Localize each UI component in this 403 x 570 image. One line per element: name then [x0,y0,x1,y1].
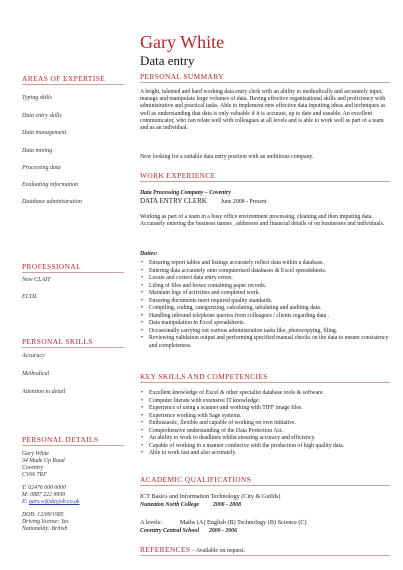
divider [140,382,390,383]
college-dates: 2006 - 2008 [212,502,241,508]
heading-professional: PROFESSIONAL [22,262,82,271]
professional-item: New CLAIT [22,277,51,283]
email-label: E: [22,499,28,505]
expertise-item: Data mining [22,148,53,154]
list-item: • Ensuring report tables and listings accurately reflect data within a database. [140,260,395,268]
contact-mobile: M: 0887 222 9999 [22,492,65,498]
qualification-college [140,503,241,509]
skill-item: Methodical [22,371,50,377]
list-item: • Locate and correct data entry errors. [140,275,395,283]
contact-dob: DOB: 12/09/1985 [22,512,64,518]
divider [140,555,390,556]
contact-city: Coventry [22,465,44,471]
contact-block [22,451,80,533]
company-name: Data Processing Company – Coventry [140,190,231,196]
list-item: • Computer literate with extensive IT knowledge. [140,398,395,406]
contact-nationality: Nationality: British [22,526,68,532]
list-item: • Excellent knowledge of Excel & other specialist database tools & software. [140,390,395,398]
list-item: • Enthusiastic, flexible and capable of working on own initiative. [140,420,395,428]
qualification-alevels [140,520,307,526]
expertise-item: Processing data [22,165,61,171]
candidate-name: Gary White [140,32,225,52]
list-item: • Experience of using a scanner and working with TIFF image files. [140,405,395,413]
alevels-subjects: Maths (A) English (B) Technology (B) Science (C) [179,519,307,526]
contact-telephone: T: 02476 000 0000 [22,485,66,491]
email-link[interactable]: gary.w@dayjob.co.uk [28,499,80,505]
references-row [140,546,245,555]
list-item: • Experience working with Sage systems. [140,413,395,421]
school-dates: 2000 - 2006 [208,528,237,534]
college-name: Nuneaton North College [140,502,199,508]
list-item: • Able to work fast and also accurately. [140,450,395,458]
school-name: Coventry Central School [140,528,199,534]
heading-personal-skills: PERSONAL SKILLS [22,337,93,346]
duties-label: Duties: [140,251,158,257]
divider [22,84,124,85]
divider [140,181,390,182]
list-item: • Entering data accurately onto computerised databases & Excel spreadsheets. [140,268,395,276]
divider [22,445,124,446]
alevels-label: A levels: [140,519,162,526]
list-item: • Ensuring documents meet required quality standards. [140,298,395,306]
expertise-item: Database administration [22,199,82,205]
job-title: Data entry [140,53,195,68]
qualification-ict: ICT Basics and Information Technology (City & Guilds) [140,493,281,500]
skill-item: Attention to detail [22,389,66,395]
expertise-item: Evaluating information [22,182,79,188]
role-row [140,198,266,206]
skill-item: Accuracy [22,353,45,359]
list-item: • Data manipulation in Excel spreadsheets. [140,320,395,328]
heading-personal-details: PERSONAL DETAILS [22,435,99,444]
references-text: – Available on request. [191,548,245,554]
expertise-item: Data management [22,130,67,136]
key-skills-list [140,390,395,458]
list-item: • Lifing of files and boxes containing paper records. [140,283,395,291]
role-dates: June 2008 - Present [220,199,267,205]
list-item: • Occasionally carrying out various administration tasks like, photocopying, filing. [140,328,395,336]
summary-paragraph: A bright, talented and hard working data entry clerk with an ability to methodically and accurately input, manage and manipulate large volumes of data. Having effective organisational skills and proficiency with administrative and practical tasks. Able to implement new effective data inputting ideas and techniques as well as understanding that data is only valuable if it is accurate, up to date and useable. An excellent communicator, who can relate well with colleagues at all levels and is able to work well as part of a team and as an individual. [140,89,386,132]
role-title: DATA ENTRY CLERK [140,197,207,205]
divider [140,485,390,486]
contact-address: 34 Made Up Road [22,458,65,464]
list-item: • Comprehensive understanding of the Data Protection Act. [140,428,395,436]
summary-paragraph: Now looking for a suitable data entry position with an ambitious company. [140,154,314,160]
divider [22,272,124,273]
list-item: • An ability to work to deadlines whilst ensuring accuracy and efficiency. [140,435,395,443]
heading-references: REFERENCES [140,545,191,554]
contact-postcode: CV66 7RF [22,472,47,478]
divider [22,347,124,348]
list-item: • Compiling, coding, categorizing, calculating, tabulating and auditing data. [140,305,395,313]
heading-key-skills: KEY SKILLS AND COMPETENCIES [140,372,268,381]
qualification-school [140,529,237,535]
list-item: • Reviewing validation output and performing specified manual checks on the data to ensure consistency and completeness. [140,335,395,350]
list-item: • Capable of working in a manner conducive with the production of high quality data. [140,443,395,451]
divider [140,82,390,83]
list-item: • Handling inbound telephone queries from colleagues / clients regarding data . [140,313,395,321]
professional-item: ECDL [22,294,38,300]
heading-qualifications: ACADEMIC QUALIFICATIONS [140,475,252,484]
expertise-item: Data entry skills [22,113,62,119]
contact-license: Driving license: Yes [22,519,69,525]
duties-list [140,260,395,350]
contact-name: Gary White [22,451,49,457]
heading-expertise: AREAS OF EXPERTISE [22,74,106,83]
list-item: • Maintain logs of activities and completed work. [140,290,395,298]
heading-summary: PERSONAL SUMMARY [140,72,224,81]
contact-email-row [22,499,80,506]
role-description: Working as part of a team in a busy office environment processing, cleaning and then imputing data. Accurately entering the business names , addresses and financial details of on businesses and individuals. [140,214,385,228]
expertise-item: Typing skills [22,95,53,101]
heading-work-experience: WORK EXPERIENCE [140,171,216,180]
